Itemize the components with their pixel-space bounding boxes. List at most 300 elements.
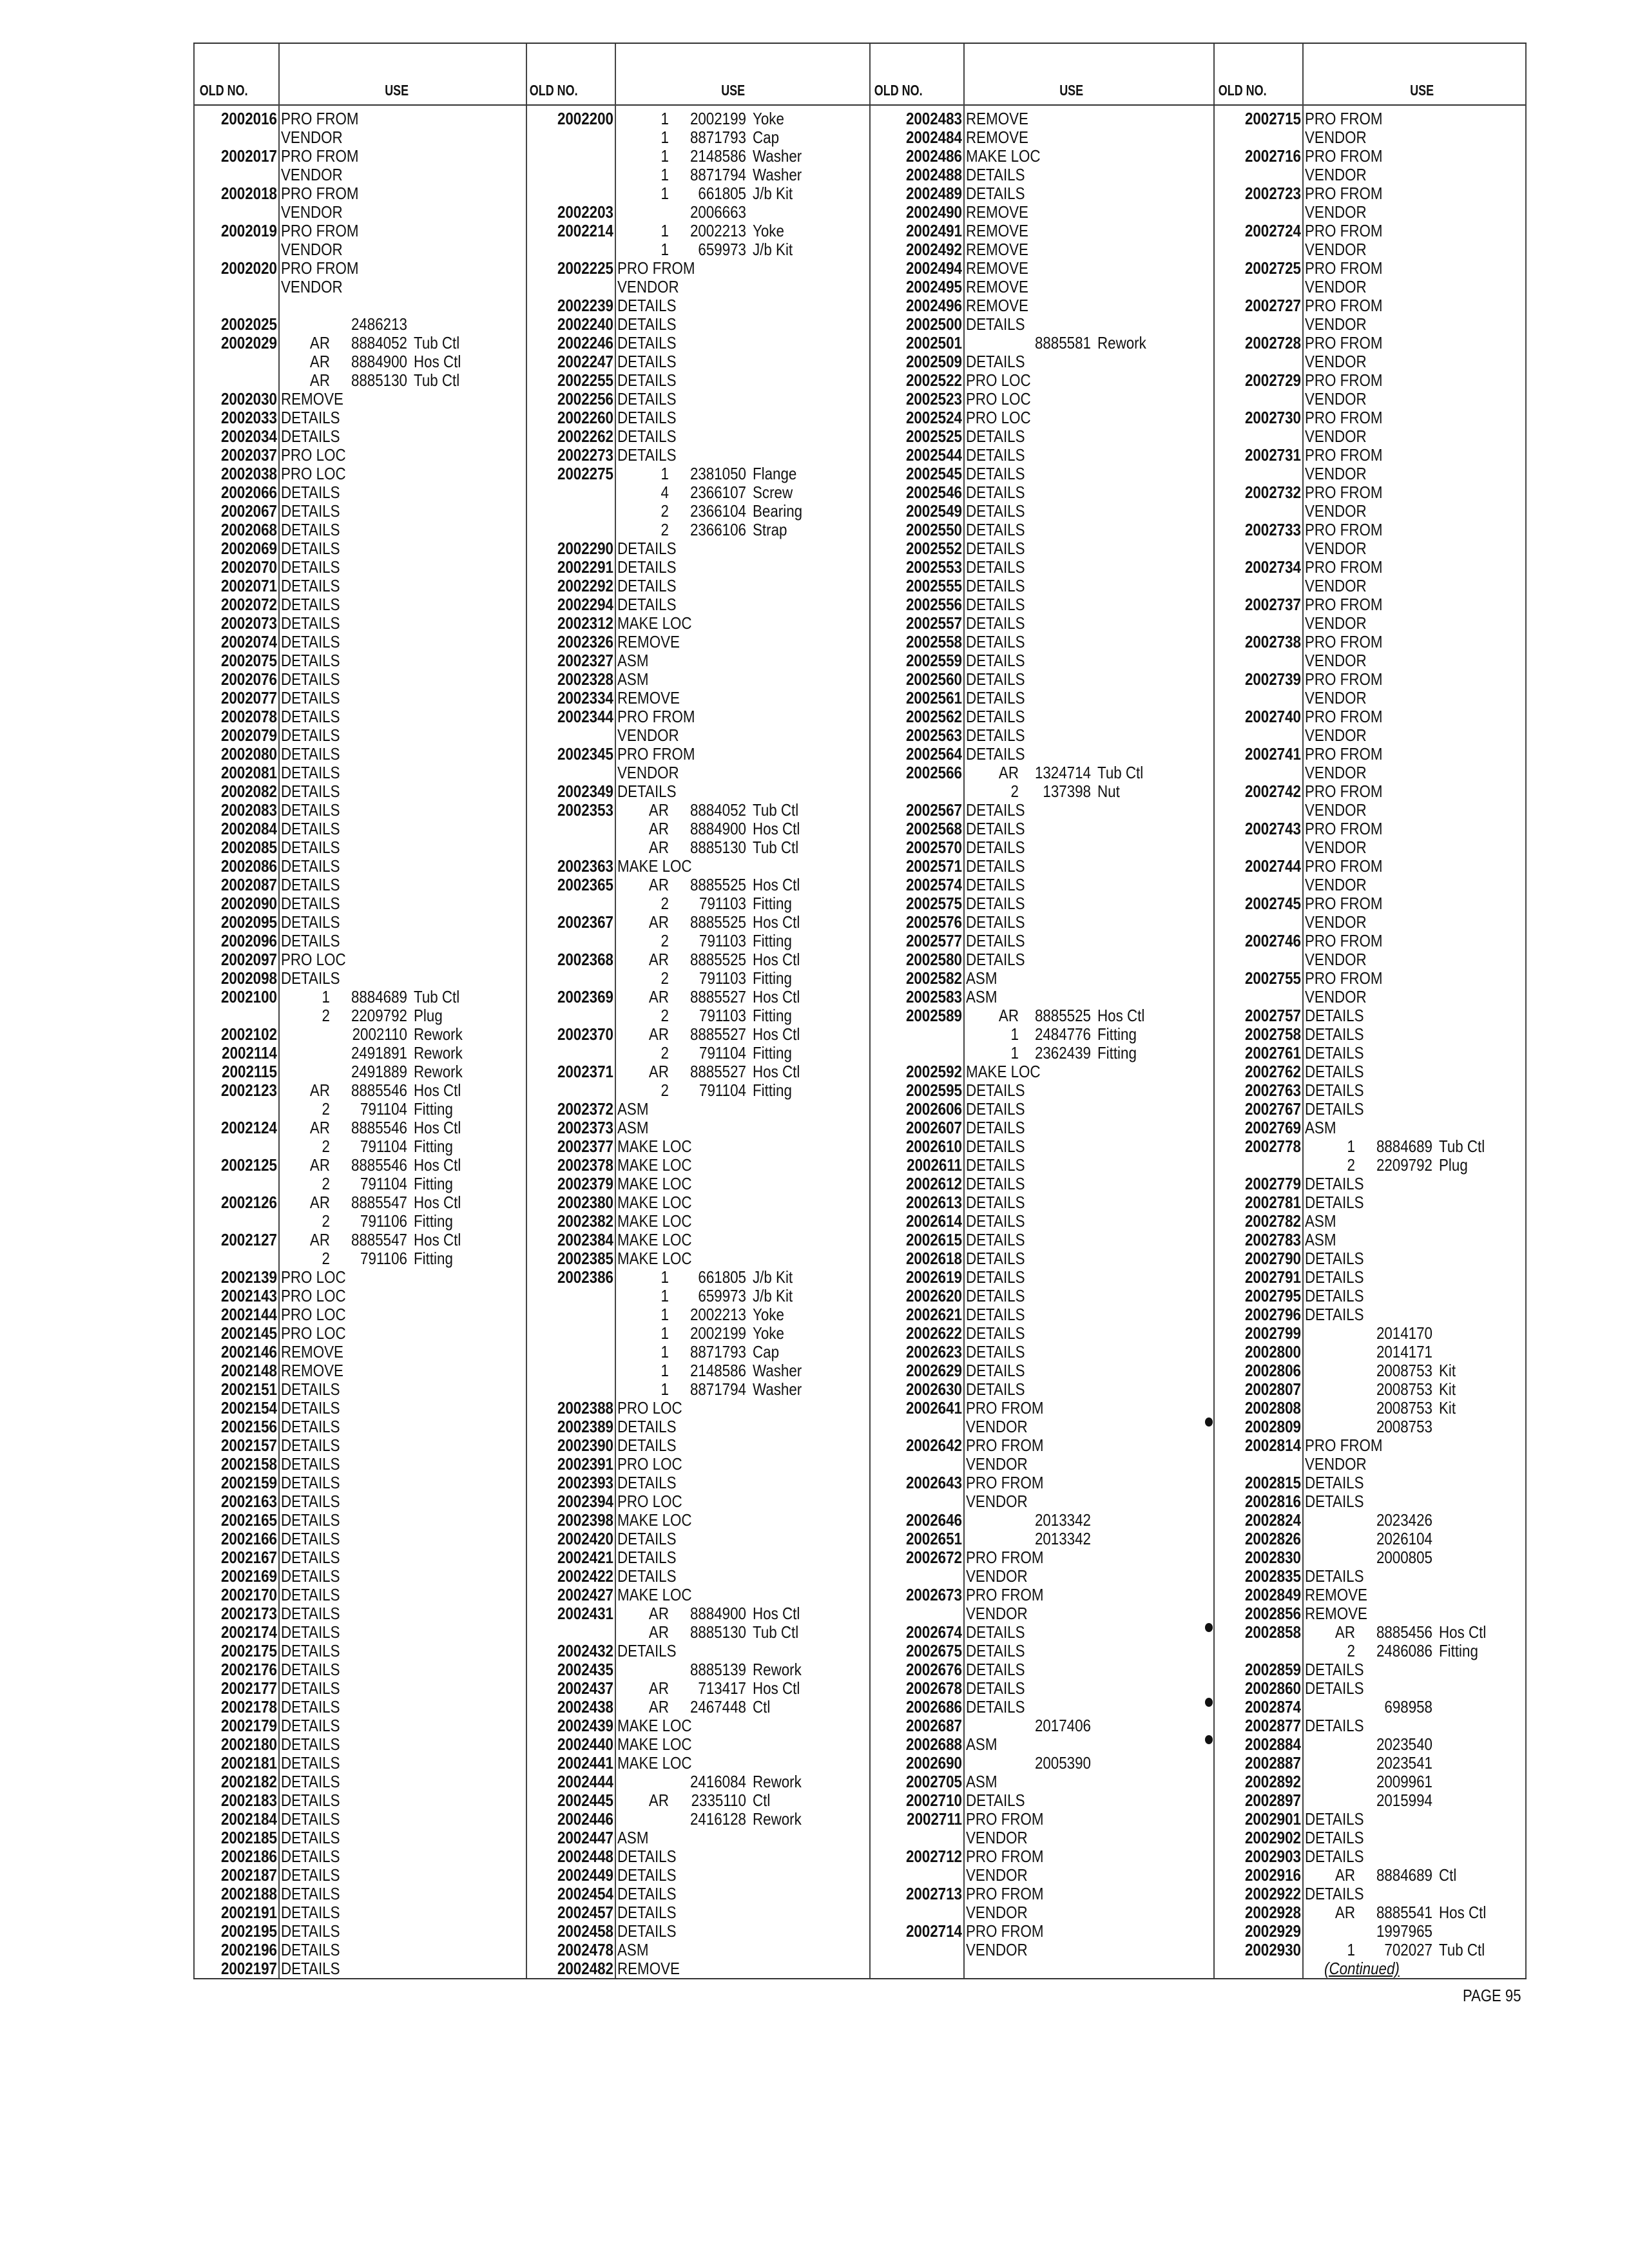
old-number: 2002571: [905, 856, 962, 876]
old-number: 2002373: [557, 1118, 613, 1137]
use-text: DETAILS: [617, 408, 677, 427]
table-row: [869, 1231, 1213, 1249]
use-text: DETAILS: [966, 1081, 1025, 1100]
use-text: VENDOR: [1305, 539, 1367, 558]
part-description: Hos Ctl: [414, 1155, 461, 1175]
table-row: [195, 1175, 526, 1193]
use-text: VENDOR: [1305, 576, 1367, 595]
old-number: 2002563: [905, 726, 962, 745]
old-number: 2002630: [905, 1379, 962, 1399]
old-number: 2002145: [220, 1323, 277, 1343]
part-description: Hos Ctl: [414, 1193, 461, 1212]
table-row: [525, 1324, 869, 1343]
table-row: [525, 1959, 869, 1978]
part-number: 8884689: [1376, 1865, 1432, 1885]
quantity: 2: [1347, 1641, 1355, 1660]
table-row: [1213, 820, 1525, 838]
quantity: 1: [660, 464, 669, 483]
old-number: 2002929: [1244, 1921, 1301, 1941]
old-number: 2002439: [557, 1716, 613, 1735]
table-row: [869, 1175, 1213, 1193]
old-number: 2002806: [1244, 1361, 1301, 1380]
quantity: AR: [309, 333, 330, 352]
old-number: 2002575: [905, 894, 962, 913]
table-row: [869, 1156, 1213, 1175]
quantity: 1: [1010, 1024, 1019, 1044]
use-text: DETAILS: [966, 1286, 1025, 1305]
part-description: Washer: [753, 1379, 802, 1399]
table-row: [869, 1006, 1213, 1025]
part-description: Screw: [753, 483, 793, 502]
use-text: DETAILS: [966, 1641, 1025, 1660]
old-number: 2002115: [222, 1062, 277, 1081]
table-row: [1213, 745, 1525, 764]
table-row: [525, 558, 869, 577]
use-text: VENDOR: [1305, 277, 1367, 296]
table-row: [1213, 539, 1525, 558]
use-text: ASM: [1305, 1211, 1336, 1231]
old-number: 2002568: [905, 819, 962, 838]
table-row: [525, 988, 869, 1006]
use-text: DETAILS: [281, 576, 340, 595]
table-row: [1213, 1959, 1525, 1978]
use-text: VENDOR: [966, 1828, 1028, 1847]
part-number: 2366106: [689, 520, 746, 539]
table-row: [525, 1249, 869, 1268]
use-text: VENDOR: [617, 277, 679, 296]
old-number: 2002294: [557, 595, 613, 614]
table-row: [525, 1791, 869, 1810]
quantity: AR: [1335, 1903, 1355, 1922]
table-row: [869, 913, 1213, 932]
quantity: 1: [660, 1305, 669, 1324]
part-number: 8885527: [689, 1024, 746, 1044]
use-text: VENDOR: [1305, 352, 1367, 371]
use-text: REMOVE: [617, 688, 680, 707]
old-number: 2002737: [1244, 595, 1301, 614]
part-number: 791103: [699, 894, 746, 913]
table-row: [1213, 1941, 1525, 1959]
part-description: Nut: [1097, 782, 1120, 801]
table-row: [525, 1623, 869, 1642]
table-row: [525, 1474, 869, 1492]
use-text: MAKE LOC: [617, 1193, 692, 1212]
old-number: 2002744: [1244, 856, 1301, 876]
use-text: DETAILS: [966, 539, 1025, 558]
table-row: [1213, 240, 1525, 259]
old-number: 2002901: [1244, 1809, 1301, 1829]
old-number: 2002727: [1244, 296, 1301, 315]
part-number: 2023426: [1376, 1510, 1432, 1530]
use-text: DETAILS: [617, 370, 677, 390]
table-row: [1213, 147, 1525, 166]
part-number: 8885581: [1034, 333, 1091, 352]
old-number: 2002260: [557, 408, 613, 427]
use-text: DETAILS: [617, 1417, 677, 1436]
use-text: DETAILS: [966, 1174, 1025, 1193]
old-number: 2002762: [1244, 1062, 1301, 1081]
use-text: MAKE LOC: [617, 1155, 692, 1175]
table-row: [1213, 1698, 1525, 1716]
old-number: 2002018: [220, 184, 277, 203]
quantity: 1: [1010, 1043, 1019, 1062]
old-number: 2002741: [1244, 744, 1301, 764]
old-number: 2002457: [557, 1903, 613, 1922]
table-row: [1213, 1287, 1525, 1305]
use-text: DETAILS: [281, 1548, 340, 1567]
table-row: [1213, 1903, 1525, 1922]
use-text: DETAILS: [966, 1342, 1025, 1361]
column-3: [869, 44, 1215, 1978]
table-row: [869, 1305, 1213, 1324]
use-text: PRO FROM: [1305, 856, 1383, 876]
old-number: 2002501: [905, 333, 962, 352]
table-row: [525, 1567, 869, 1586]
table-row: [1213, 502, 1525, 521]
table-row: [1213, 950, 1525, 969]
use-text: ASM: [617, 1828, 649, 1847]
table-row: [195, 820, 526, 838]
use-text: PRO FROM: [1305, 296, 1383, 315]
old-number: 2002422: [557, 1566, 613, 1586]
table-row: [195, 1941, 526, 1959]
old-number: 2002067: [220, 501, 277, 521]
use-text: PRO FROM: [1305, 221, 1383, 240]
part-number: 2209792: [1376, 1155, 1432, 1175]
table-row: [869, 857, 1213, 876]
part-description: Kit: [1439, 1361, 1456, 1380]
quantity: 4: [660, 483, 669, 502]
use-text: DETAILS: [281, 1791, 340, 1810]
old-number: 2002165: [220, 1510, 277, 1530]
use-text: ASM: [966, 1735, 998, 1754]
old-number: 2002672: [905, 1548, 962, 1567]
table-row: [525, 278, 869, 296]
table-row: [1213, 707, 1525, 726]
part-description: J/b Kit: [753, 184, 793, 203]
table-row: [195, 222, 526, 240]
table-row: [525, 147, 869, 166]
old-number: 2002181: [220, 1753, 277, 1773]
old-number: 2002856: [1244, 1604, 1301, 1623]
old-number: 2002098: [220, 968, 277, 988]
table-row: [195, 446, 526, 465]
quantity: 2: [322, 1006, 330, 1025]
use-text: ASM: [966, 1772, 998, 1791]
part-number: 8885546: [351, 1155, 407, 1175]
table-row: [525, 1903, 869, 1922]
part-number: 661805: [698, 184, 746, 203]
part-number: 8884900: [351, 352, 407, 371]
table-row: [525, 1660, 869, 1679]
table-row: [869, 1623, 1213, 1642]
use-text: DETAILS: [281, 744, 340, 764]
table-row: [525, 1716, 869, 1735]
part-number: 2000805: [1376, 1548, 1432, 1567]
use-text: MAKE LOC: [617, 1249, 692, 1268]
use-text: DETAILS: [617, 1473, 677, 1492]
part-description: Tub Ctl: [1439, 1940, 1485, 1959]
use-text: DETAILS: [281, 1959, 340, 1978]
table-row: [869, 1754, 1213, 1773]
table-row: [195, 801, 526, 820]
old-number: 2002146: [220, 1342, 277, 1361]
use-text: PRO FROM: [1305, 258, 1383, 278]
old-number: 2002606: [905, 1099, 962, 1119]
part-number: 8885130: [689, 1622, 746, 1642]
old-number: 2002491: [905, 221, 962, 240]
use-text: VENDOR: [1305, 202, 1367, 222]
table-row: [195, 1903, 526, 1922]
old-number: 2002095: [220, 912, 277, 932]
use-text: VENDOR: [1305, 875, 1367, 894]
table-row: [869, 707, 1213, 726]
use-text: PRO FROM: [1305, 744, 1383, 764]
use-text: PRO FROM: [1305, 146, 1383, 166]
part-number: 1324714: [1034, 763, 1091, 782]
old-number: 2002100: [220, 987, 277, 1006]
use-text: PRO FROM: [966, 1809, 1044, 1829]
part-description: Kit: [1439, 1379, 1456, 1399]
use-header: USE: [721, 82, 746, 99]
table-row: [525, 577, 869, 595]
table-row: [525, 446, 869, 465]
old-number: 2002746: [1244, 931, 1301, 950]
table-row: [195, 259, 526, 278]
old-number: 2002390: [557, 1436, 613, 1455]
old-number: 2002371: [557, 1062, 613, 1081]
table-row: [869, 1380, 1213, 1399]
old-number: 2002781: [1244, 1193, 1301, 1212]
quantity: AR: [1335, 1865, 1355, 1885]
part-number: 2008753: [1376, 1361, 1432, 1380]
old-number: 2002478: [557, 1940, 613, 1959]
table-row: [195, 334, 526, 352]
use-text: PRO FROM: [966, 1436, 1044, 1455]
table-row: [525, 1810, 869, 1829]
table-row: [525, 539, 869, 558]
old-number: 2002711: [907, 1809, 962, 1829]
part-description: Cap: [753, 1342, 780, 1361]
table-row: [195, 670, 526, 689]
table-row: [195, 1530, 526, 1548]
old-number: 2002559: [905, 651, 962, 670]
part-description: Hos Ctl: [414, 1230, 461, 1249]
table-row: [1213, 128, 1525, 147]
table-row: [869, 427, 1213, 446]
old-number: 2002072: [220, 595, 277, 614]
old-number: 2002441: [557, 1753, 613, 1773]
old-number: 2002859: [1244, 1660, 1301, 1679]
part-number: 2015994: [1376, 1791, 1432, 1810]
use-text: DETAILS: [966, 427, 1025, 446]
table-row: [525, 1604, 869, 1623]
old-number: 2002615: [905, 1230, 962, 1249]
table-row: [195, 203, 526, 222]
table-row: [525, 371, 869, 390]
table-row: [525, 315, 869, 334]
part-description: Rework: [753, 1772, 802, 1791]
old-number: 2002247: [557, 352, 613, 371]
old-number: 2002758: [1244, 1024, 1301, 1044]
part-description: Hos Ctl: [1097, 1006, 1145, 1025]
old-number: 2002897: [1244, 1791, 1301, 1810]
part-number: 2014171: [1376, 1342, 1432, 1361]
table-row: [525, 651, 869, 670]
table-row: [525, 184, 869, 203]
quantity: AR: [648, 1678, 669, 1698]
use-text: VENDOR: [281, 165, 343, 184]
table-row: [525, 1698, 869, 1716]
use-text: DETAILS: [281, 1660, 340, 1679]
part-number: 2366104: [689, 501, 746, 521]
table-row: [525, 1922, 869, 1941]
old-number: 2002733: [1244, 520, 1301, 539]
use-text: DETAILS: [281, 1678, 340, 1698]
use-text: PRO FROM: [1305, 931, 1383, 950]
use-text: DETAILS: [281, 1772, 340, 1791]
table-row: [869, 670, 1213, 689]
table-row: [1213, 1660, 1525, 1679]
part-number: 2148586: [689, 1361, 746, 1380]
use-text: PRO FROM: [281, 146, 359, 166]
use-text: DETAILS: [617, 352, 677, 371]
old-number: 2002086: [220, 856, 277, 876]
part-description: Tub Ctl: [1439, 1137, 1485, 1156]
table-row: [1213, 390, 1525, 408]
table-row: [1213, 222, 1525, 240]
old-number: 2002083: [220, 800, 277, 820]
use-text: PRO LOC: [966, 408, 1031, 427]
old-number: 2002544: [905, 445, 962, 465]
old-number: 2002730: [1244, 408, 1301, 427]
use-text: MAKE LOC: [617, 1137, 692, 1156]
table-row: [525, 801, 869, 820]
table-row: [195, 1249, 526, 1268]
use-text: VENDOR: [617, 726, 679, 745]
use-text: DETAILS: [1305, 1716, 1364, 1735]
use-text: DETAILS: [281, 707, 340, 726]
use-text: DETAILS: [281, 1604, 340, 1623]
old-number: 2002761: [1244, 1043, 1301, 1062]
table-row: [1213, 371, 1525, 390]
table-row: [525, 521, 869, 539]
table-row: [869, 558, 1213, 577]
table-row: [869, 1941, 1213, 1959]
part-number: 2017406: [1034, 1716, 1091, 1735]
table-row: [1213, 913, 1525, 932]
table-row: [195, 1305, 526, 1324]
use-text: PRO FROM: [1305, 184, 1383, 203]
part-number: 8885525: [689, 875, 746, 894]
old-number: 2002078: [220, 707, 277, 726]
old-number: 2002874: [1244, 1697, 1301, 1716]
quantity: 2: [322, 1137, 330, 1156]
table-row: [525, 1044, 869, 1062]
use-text: VENDOR: [1305, 165, 1367, 184]
part-number: 137398: [1043, 782, 1091, 801]
use-text: DETAILS: [281, 1753, 340, 1773]
old-number: 2002197: [220, 1959, 277, 1978]
use-text: VENDOR: [1305, 800, 1367, 820]
old-number: 2002377: [557, 1137, 613, 1156]
table-row: [525, 1081, 869, 1100]
old-number: 2002767: [1244, 1099, 1301, 1119]
part-number: 8885130: [689, 838, 746, 857]
old-number: 2002687: [905, 1716, 962, 1735]
use-text: PRO LOC: [281, 1286, 346, 1305]
table-row: [1213, 577, 1525, 595]
table-row: [195, 1773, 526, 1791]
old-number: 2002783: [1244, 1230, 1301, 1249]
use-text: DETAILS: [281, 856, 340, 876]
use-text: PRO LOC: [617, 1454, 682, 1474]
old-number: 2002688: [905, 1735, 962, 1754]
old-number: 2002066: [220, 483, 277, 502]
old-number: 2002555: [905, 576, 962, 595]
use-text: DETAILS: [281, 1585, 340, 1604]
use-text: DETAILS: [966, 576, 1025, 595]
old-number: 2002791: [1244, 1267, 1301, 1287]
use-text: DETAILS: [1305, 1809, 1364, 1829]
table-row: [525, 502, 869, 521]
quantity: AR: [998, 1006, 1019, 1025]
part-number: 2491889: [351, 1062, 407, 1081]
table-row: [525, 1829, 869, 1847]
old-number: 2002398: [557, 1510, 613, 1530]
part-description: Hos Ctl: [753, 1678, 800, 1698]
table-row: [195, 1324, 526, 1343]
use-text: DETAILS: [281, 1622, 340, 1642]
part-number: 8884689: [1376, 1137, 1432, 1156]
use-text: DETAILS: [966, 1622, 1025, 1642]
part-number: 2335110: [691, 1791, 746, 1810]
use-text: PRO FROM: [1305, 408, 1383, 427]
part-number: 2148586: [689, 146, 746, 166]
table-row: [1213, 764, 1525, 782]
old-number: 2002203: [557, 202, 613, 222]
old-number: 2002173: [220, 1604, 277, 1623]
old-number: 2002618: [905, 1249, 962, 1268]
old-number: 2002154: [220, 1398, 277, 1418]
old-number: 2002076: [220, 669, 277, 689]
part-number: 791104: [360, 1174, 407, 1193]
table-row: [869, 203, 1213, 222]
old-number: 2002562: [905, 707, 962, 726]
column-1: [193, 44, 527, 1978]
table-row: [195, 1735, 526, 1754]
table-row: [195, 1119, 526, 1137]
use-text: DETAILS: [281, 613, 340, 633]
use-text: DETAILS: [281, 1529, 340, 1548]
old-number: 2002732: [1244, 483, 1301, 502]
part-number: 8884052: [689, 800, 746, 820]
old-number: 2002824: [1244, 1510, 1301, 1530]
old-number: 2002445: [557, 1791, 613, 1810]
use-text: DETAILS: [617, 576, 677, 595]
table-row: [195, 1137, 526, 1156]
part-description: Hos Ctl: [414, 1081, 461, 1100]
use-text: VENDOR: [1305, 613, 1367, 633]
old-number: 2002494: [905, 258, 962, 278]
use-text: DETAILS: [1305, 1006, 1364, 1025]
use-text: DETAILS: [966, 464, 1025, 483]
table-row: [1213, 1810, 1525, 1829]
old-number: 2002084: [220, 819, 277, 838]
table-row: [869, 334, 1213, 352]
use-text: DETAILS: [966, 931, 1025, 950]
old-number: 2002795: [1244, 1286, 1301, 1305]
